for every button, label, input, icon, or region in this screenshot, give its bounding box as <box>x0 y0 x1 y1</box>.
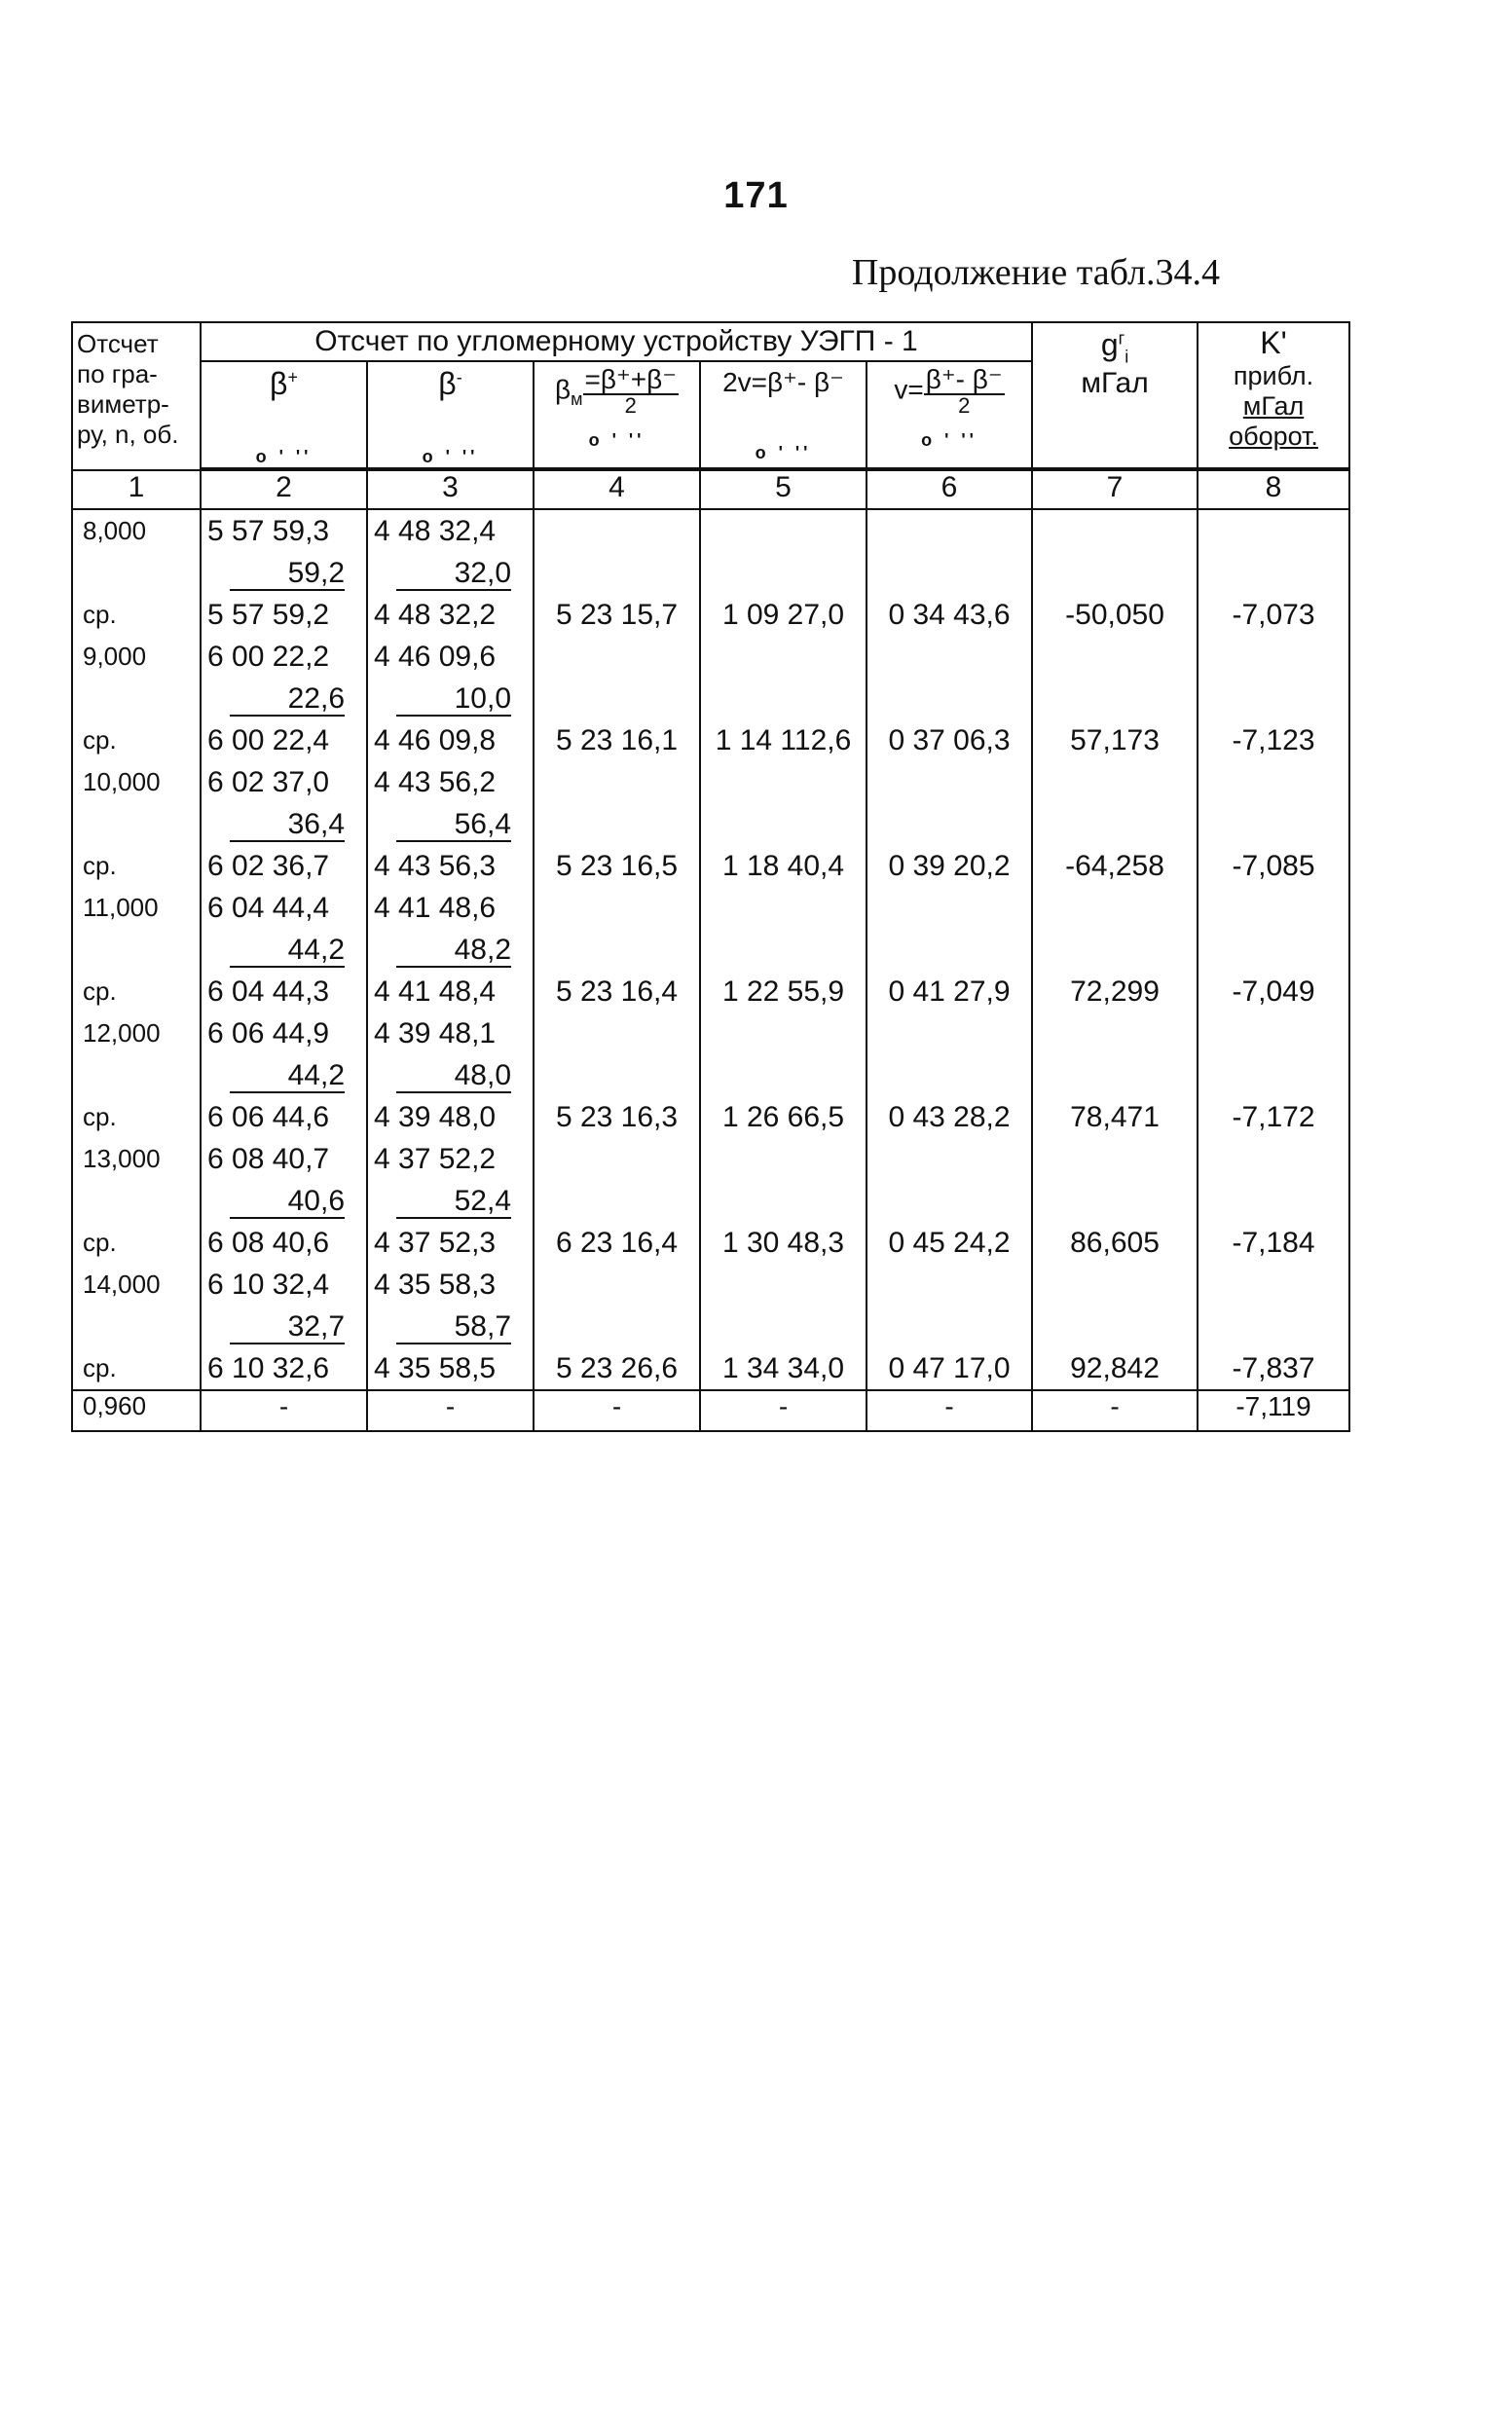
cell-beta-m: 5 23 15,7 <box>555 599 679 631</box>
cell-n: 11,000 <box>83 893 159 922</box>
cell-empty <box>701 761 866 803</box>
cell-empty <box>535 929 699 971</box>
cell-empty <box>701 1012 866 1054</box>
cell-empty <box>867 1054 1031 1096</box>
cell-2v: 1 09 27,0 <box>721 599 845 631</box>
cell-avg-label: ср. <box>83 976 117 1006</box>
cell-beta-plus-1: 6 02 37,0 <box>207 766 330 798</box>
header-group-title: Отсчет по угломерному устройству УЭГП - 1 <box>201 322 1032 361</box>
cell-empty <box>1033 887 1197 929</box>
cell-v: 0 45 24,2 <box>888 1227 1011 1259</box>
cell-empty <box>701 803 866 845</box>
cell-empty <box>701 636 866 678</box>
cell-empty <box>867 761 1031 803</box>
cell-n: 14,000 <box>83 1270 161 1299</box>
cell-beta-minus-1: 4 39 48,1 <box>374 1017 497 1049</box>
cell-beta-minus-2: 48,2 <box>368 929 533 971</box>
header-stub: Отсчет по гра- виметр- ру, n, об. <box>72 322 201 470</box>
cell-empty <box>701 678 866 719</box>
cell-k: -7,123 <box>1232 724 1315 756</box>
cell-empty <box>1199 1012 1348 1054</box>
cell-empty <box>701 1138 866 1180</box>
cell-empty <box>1033 678 1197 719</box>
cell-beta-plus-2: 36,4 <box>202 803 366 845</box>
cell-beta-minus-2: 48,0 <box>368 1054 533 1096</box>
cell-empty <box>73 678 200 719</box>
cell-beta-plus-2: 22,6 <box>202 678 366 719</box>
cell-empty <box>1033 761 1197 803</box>
cell-empty <box>1033 1306 1197 1347</box>
g-column <box>1032 509 1198 1390</box>
cell-n: 12,000 <box>83 1018 161 1048</box>
cell-beta-plus-2: 44,2 <box>202 1054 366 1096</box>
cell-empty <box>701 510 866 552</box>
cell-beta-m: 5 23 16,3 <box>555 1101 679 1133</box>
header-g: $g^г_i$ мГал <box>1032 322 1198 468</box>
v-column <box>867 509 1032 1390</box>
cell-empty <box>1199 678 1348 719</box>
cell-empty <box>535 803 699 845</box>
stub-column <box>72 509 201 1390</box>
cell-empty <box>73 929 200 971</box>
cell-empty <box>867 552 1031 594</box>
cell-g: -64,258 <box>1065 850 1164 882</box>
cell-empty <box>701 1306 866 1347</box>
cell-beta-plus-1: 5 57 59,3 <box>207 515 330 547</box>
cell-empty <box>867 1180 1031 1222</box>
table-caption: Продолжение табл.34.4 <box>851 252 1220 293</box>
cell-empty <box>1199 636 1348 678</box>
cell-avg-label: ср. <box>83 600 117 629</box>
cell-g: 57,173 <box>1070 724 1160 756</box>
cell-empty <box>535 1012 699 1054</box>
cell-empty <box>701 552 866 594</box>
cell-empty <box>867 636 1031 678</box>
cell-empty <box>867 1138 1031 1180</box>
header-beta-plus: β+ о ' '' <box>201 361 367 468</box>
cell-empty <box>73 803 200 845</box>
cell-empty <box>1033 1012 1197 1054</box>
cell-avg-label: ср. <box>83 851 117 880</box>
cell-beta-m: 5 23 26,6 <box>555 1352 679 1384</box>
cell-empty <box>1199 929 1348 971</box>
beta-m-column <box>534 509 700 1390</box>
cell-empty <box>535 510 699 552</box>
k-column <box>1198 509 1349 1390</box>
cell-empty <box>1199 1264 1348 1306</box>
header-beta-minus: β- о ' '' <box>367 361 534 468</box>
cell-beta-minus-2: 58,7 <box>368 1306 533 1347</box>
cell-empty <box>535 1138 699 1180</box>
table-body <box>72 509 1349 1390</box>
cell-beta-plus-1: 6 08 40,7 <box>207 1143 330 1175</box>
cell-empty <box>1199 510 1348 552</box>
cell-beta-minus-2: 10,0 <box>368 678 533 719</box>
cell-empty <box>867 1264 1031 1306</box>
cell-beta-plus-2: 32,7 <box>202 1306 366 1347</box>
cell-v: 0 43 28,2 <box>888 1101 1011 1133</box>
page-number: 171 <box>723 175 789 216</box>
cell-empty <box>867 510 1031 552</box>
cell-empty <box>535 678 699 719</box>
beta-plus-column <box>201 509 367 1390</box>
cell-beta-plus-avg: 6 08 40,6 <box>207 1227 330 1259</box>
cell-beta-plus-1: 6 00 22,2 <box>207 641 330 673</box>
cell-empty <box>701 1264 866 1306</box>
cell-beta-plus-1: 6 04 44,4 <box>207 892 330 924</box>
cell-k: -7,837 <box>1232 1352 1315 1384</box>
cell-g: 72,299 <box>1070 976 1160 1008</box>
cell-beta-minus-1: 4 37 52,2 <box>374 1143 497 1175</box>
cell-beta-minus-avg: 4 48 32,2 <box>374 599 497 631</box>
cell-2v: 1 14 112,6 <box>715 724 852 756</box>
cell-beta-m: 5 23 16,5 <box>555 850 679 882</box>
cell-n: 13,000 <box>83 1144 161 1173</box>
cell-beta-minus-2: 52,4 <box>368 1180 533 1222</box>
two-v-column <box>700 509 867 1390</box>
table-row-final: 0,960 - - - - - - -7,119 <box>72 1390 1349 1431</box>
cell-empty <box>1199 803 1348 845</box>
cell-empty <box>867 887 1031 929</box>
beta-minus-column <box>367 509 534 1390</box>
cell-empty <box>1199 761 1348 803</box>
cell-empty <box>73 1054 200 1096</box>
header-beta-m: $\beta_м$ $\frac{=\beta^++\beta^-}{2}$ о ' '' <box>534 361 700 468</box>
cell-empty <box>1033 803 1197 845</box>
header-k: K' прибл. мГал оборот. <box>1198 322 1349 468</box>
cell-beta-minus-1: 4 43 56,2 <box>374 766 497 798</box>
cell-empty <box>701 929 866 971</box>
cell-empty <box>867 803 1031 845</box>
cell-beta-minus-avg: 4 35 58,5 <box>374 1352 497 1384</box>
cell-v: 0 37 06,3 <box>888 724 1011 756</box>
cell-k: -7,085 <box>1232 850 1315 882</box>
cell-beta-minus-avg: 4 39 48,0 <box>374 1101 497 1133</box>
header-row-group <box>72 322 1349 361</box>
cell-beta-plus-avg: 6 10 32,6 <box>207 1352 330 1384</box>
cell-2v: 1 22 55,9 <box>721 976 845 1008</box>
cell-empty <box>1033 1180 1197 1222</box>
cell-v: 0 47 17,0 <box>888 1352 1011 1384</box>
cell-2v: 1 30 48,3 <box>721 1227 845 1259</box>
cell-v: 0 39 20,2 <box>888 850 1011 882</box>
cell-empty <box>535 761 699 803</box>
cell-beta-minus-1: 4 48 32,4 <box>374 515 497 547</box>
cell-empty <box>535 1180 699 1222</box>
cell-empty <box>535 552 699 594</box>
cell-empty <box>73 1306 200 1347</box>
cell-k: -7,184 <box>1232 1227 1315 1259</box>
cell-g: 92,842 <box>1070 1352 1160 1384</box>
cell-empty <box>867 678 1031 719</box>
cell-empty <box>867 1012 1031 1054</box>
cell-2v: 1 34 34,0 <box>721 1352 845 1384</box>
cell-beta-m: 5 23 16,1 <box>555 724 679 756</box>
cell-2v: 1 18 40,4 <box>721 850 845 882</box>
cell-beta-plus-avg: 6 04 44,3 <box>207 976 330 1008</box>
cell-v: 0 34 43,6 <box>888 599 1011 631</box>
cell-empty <box>73 1180 200 1222</box>
cell-beta-plus-avg: 6 00 22,4 <box>207 724 330 756</box>
cell-avg-label: ср. <box>83 1102 117 1131</box>
cell-beta-m: 5 23 16,4 <box>555 976 679 1008</box>
column-number-row: 1 2 3 4 5 6 7 8 <box>72 470 1349 509</box>
cell-empty <box>1199 1180 1348 1222</box>
cell-beta-plus-avg: 5 57 59,2 <box>207 599 330 631</box>
cell-n: 9,000 <box>83 642 147 671</box>
cell-empty <box>1033 1138 1197 1180</box>
cell-g: -50,050 <box>1065 599 1164 631</box>
cell-beta-minus-1: 4 41 48,6 <box>374 892 497 924</box>
cell-g: 78,471 <box>1070 1101 1160 1133</box>
cell-beta-minus-2: 56,4 <box>368 803 533 845</box>
cell-beta-minus-1: 4 35 58,3 <box>374 1269 497 1301</box>
cell-empty <box>1199 1054 1348 1096</box>
cell-avg-label: ср. <box>83 1353 117 1382</box>
cell-empty <box>1199 1138 1348 1180</box>
cell-beta-plus-avg: 6 06 44,6 <box>207 1101 330 1133</box>
cell-beta-minus-1: 4 46 09,6 <box>374 641 497 673</box>
cell-empty <box>1199 552 1348 594</box>
cell-n: 8,000 <box>83 516 147 545</box>
header-g-unit: мГал <box>1081 367 1149 400</box>
cell-beta-plus-2: 44,2 <box>202 929 366 971</box>
cell-v: 0 41 27,9 <box>888 976 1011 1008</box>
cell-empty <box>1033 1054 1197 1096</box>
cell-beta-plus-avg: 6 02 36,7 <box>207 850 330 882</box>
cell-n: 10,000 <box>83 767 161 796</box>
cell-empty <box>701 887 866 929</box>
cell-avg-label: ср. <box>83 1228 117 1257</box>
cell-empty <box>1033 929 1197 971</box>
cell-avg-label: ср. <box>83 725 117 755</box>
header-2v: 2v=β⁺- β⁻ о ' '' <box>700 361 867 468</box>
cell-empty <box>867 929 1031 971</box>
cell-beta-minus-avg: 4 43 56,3 <box>374 850 497 882</box>
cell-k: -7,172 <box>1232 1101 1315 1133</box>
cell-empty <box>701 1180 866 1222</box>
cell-empty <box>1033 636 1197 678</box>
cell-k: -7,049 <box>1232 976 1315 1008</box>
cell-empty <box>701 1054 866 1096</box>
cell-beta-minus-avg: 4 41 48,4 <box>374 976 497 1008</box>
cell-beta-plus-1: 6 10 32,4 <box>207 1269 330 1301</box>
cell-empty <box>73 552 200 594</box>
cell-empty <box>535 636 699 678</box>
cell-empty <box>867 1306 1031 1347</box>
cell-empty <box>1033 510 1197 552</box>
cell-beta-minus-avg: 4 46 09,8 <box>374 724 497 756</box>
cell-k: -7,073 <box>1232 599 1315 631</box>
cell-empty <box>1199 1306 1348 1347</box>
cell-empty <box>535 1054 699 1096</box>
cell-beta-plus-2: 59,2 <box>202 552 366 594</box>
cell-beta-minus-2: 32,0 <box>368 552 533 594</box>
cell-empty <box>1033 552 1197 594</box>
cell-empty <box>1199 887 1348 929</box>
cell-empty <box>535 1306 699 1347</box>
cell-beta-minus-avg: 4 37 52,3 <box>374 1227 497 1259</box>
cell-empty <box>535 1264 699 1306</box>
cell-empty <box>1033 1264 1197 1306</box>
cell-g: 86,605 <box>1070 1227 1160 1259</box>
cell-beta-plus-1: 6 06 44,9 <box>207 1017 330 1049</box>
cell-beta-plus-2: 40,6 <box>202 1180 366 1222</box>
data-table <box>71 321 1350 1432</box>
cell-empty <box>535 887 699 929</box>
header-v: v= $\frac{\beta^+- \beta^-}{2}$ о ' '' <box>867 361 1032 468</box>
cell-2v: 1 26 66,5 <box>721 1101 845 1133</box>
cell-beta-m: 6 23 16,4 <box>555 1227 679 1259</box>
